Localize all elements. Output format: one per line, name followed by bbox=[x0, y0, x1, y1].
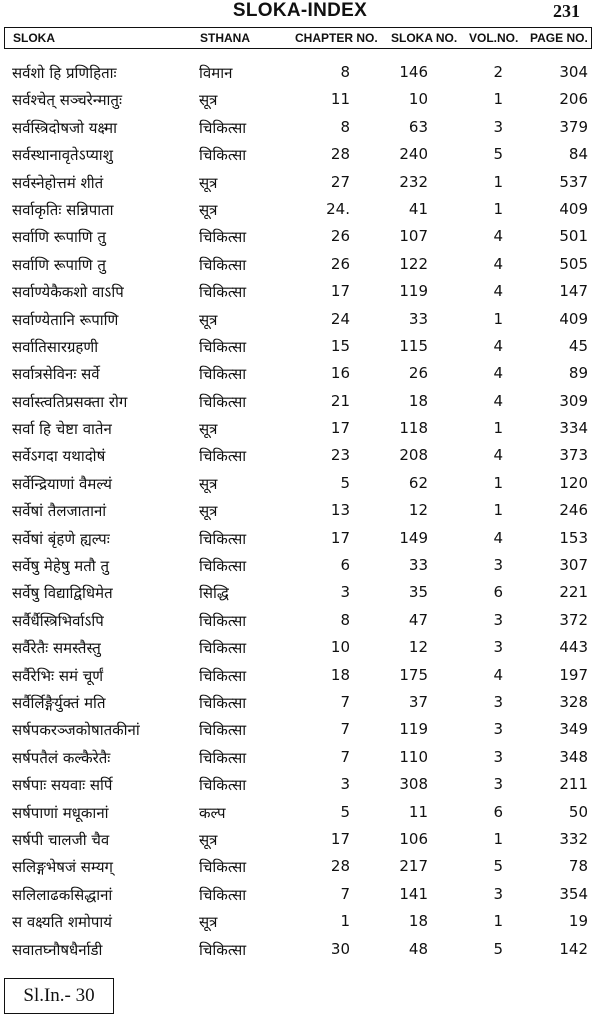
vol-cell: 6 bbox=[493, 583, 503, 602]
page-cell: 348 bbox=[559, 747, 588, 766]
page-cell: 307 bbox=[559, 556, 588, 575]
sloka-no-cell: 107 bbox=[399, 227, 428, 246]
page-cell: 19 bbox=[568, 912, 588, 931]
sthana-cell: चिकित्सा bbox=[199, 639, 247, 658]
sthana-cell: चिकित्सा bbox=[199, 557, 247, 576]
table-row bbox=[0, 115, 600, 142]
sloka-no-cell: 122 bbox=[399, 254, 428, 273]
sthana-cell: चिकित्सा bbox=[199, 748, 247, 767]
sloka-no-cell: 119 bbox=[399, 282, 428, 301]
table-row bbox=[0, 717, 600, 744]
chapter-cell: 3 bbox=[340, 775, 350, 794]
sloka-cell: सर्वेषां बृंहणे ह्यल्पः bbox=[12, 529, 110, 548]
page-cell: 211 bbox=[559, 775, 588, 794]
table-row bbox=[0, 142, 600, 169]
vol-cell: 3 bbox=[493, 556, 503, 575]
sloka-no-cell: 33 bbox=[408, 556, 428, 575]
sloka-cell: सर्वाणि रूपाणि तु bbox=[12, 255, 106, 274]
sloka-no-cell: 63 bbox=[408, 117, 428, 136]
page-cell: 373 bbox=[559, 446, 588, 465]
table-row bbox=[0, 745, 600, 772]
table-row bbox=[0, 498, 600, 525]
vol-cell: 1 bbox=[493, 199, 503, 218]
chapter-cell: 8 bbox=[340, 610, 350, 629]
page-cell: 372 bbox=[559, 610, 588, 629]
page-cell: 147 bbox=[559, 282, 588, 301]
page-cell: 246 bbox=[559, 501, 588, 520]
chapter-cell: 30 bbox=[330, 939, 350, 958]
sloka-cell: सर्वस्नेहोत्तमं शीतं bbox=[12, 173, 104, 192]
table-row bbox=[0, 663, 600, 690]
sloka-no-cell: 175 bbox=[399, 665, 428, 684]
chapter-cell: 3 bbox=[340, 583, 350, 602]
table-row bbox=[0, 690, 600, 717]
chapter-cell: 7 bbox=[340, 747, 350, 766]
chapter-cell: 17 bbox=[330, 829, 350, 848]
vol-cell: 5 bbox=[493, 145, 503, 164]
sthana-cell: चिकित्सा bbox=[199, 693, 247, 712]
sthana-cell: चिकित्सा bbox=[199, 885, 247, 904]
sthana-cell: चिकित्सा bbox=[199, 611, 247, 630]
sloka-cell: सर्षपकरञ्जकोषातकीनां bbox=[12, 721, 140, 740]
page-cell: 78 bbox=[568, 857, 588, 876]
vol-cell: 4 bbox=[493, 665, 503, 684]
table-row bbox=[0, 800, 600, 827]
table-row bbox=[0, 334, 600, 361]
sthana-cell: सूत्र bbox=[199, 474, 218, 493]
page-cell: 379 bbox=[559, 117, 588, 136]
sthana-cell: चिकित्सा bbox=[199, 447, 247, 466]
page-cell: 120 bbox=[559, 473, 588, 492]
table-row bbox=[0, 224, 600, 251]
sloka-no-cell: 26 bbox=[408, 364, 428, 383]
vol-cell: 4 bbox=[493, 446, 503, 465]
footer-label: Sl.In.- 30 bbox=[4, 978, 114, 1014]
index-table bbox=[0, 60, 600, 964]
sloka-cell: सर्वैर्लिङ्गैर्युक्तं मति bbox=[12, 693, 106, 712]
chapter-cell: 16 bbox=[330, 364, 350, 383]
vol-cell: 1 bbox=[493, 501, 503, 520]
sloka-no-cell: 37 bbox=[408, 692, 428, 711]
table-row bbox=[0, 553, 600, 580]
sloka-cell: सर्वाणि रूपाणि तु bbox=[12, 228, 106, 247]
sthana-cell: चिकित्सा bbox=[199, 228, 247, 247]
sloka-cell: सर्वस्त्रिदोषजो यक्ष्मा bbox=[12, 118, 118, 137]
sthana-cell: सूत्र bbox=[199, 420, 218, 439]
vol-cell: 3 bbox=[493, 117, 503, 136]
page-cell: 409 bbox=[559, 309, 588, 328]
page-cell: 206 bbox=[559, 90, 588, 109]
chapter-cell: 13 bbox=[330, 501, 350, 520]
table-row bbox=[0, 471, 600, 498]
chapter-cell: 24. bbox=[326, 199, 350, 218]
sthana-cell: चिकित्सा bbox=[199, 337, 247, 356]
page-title: SLOKA-INDEX bbox=[232, 0, 368, 21]
chapter-cell: 17 bbox=[330, 282, 350, 301]
vol-cell: 3 bbox=[493, 720, 503, 739]
vol-cell: 4 bbox=[493, 391, 503, 410]
page-cell: 332 bbox=[559, 829, 588, 848]
chapter-cell: 10 bbox=[330, 638, 350, 657]
sloka-no-cell: 232 bbox=[399, 172, 428, 191]
chapter-cell: 15 bbox=[330, 336, 350, 355]
table-row bbox=[0, 854, 600, 881]
chapter-cell: 7 bbox=[340, 884, 350, 903]
page-cell: 328 bbox=[559, 692, 588, 711]
sloka-cell: सवातघ्नौषधैर्नाडी bbox=[12, 940, 103, 959]
table-row bbox=[0, 882, 600, 909]
table-row bbox=[0, 252, 600, 279]
page-cell: 349 bbox=[559, 720, 588, 739]
vol-cell: 1 bbox=[493, 829, 503, 848]
vol-cell: 4 bbox=[493, 364, 503, 383]
sthana-cell: सूत्र bbox=[199, 830, 218, 849]
sloka-cell: स वक्ष्यति शमोपायं bbox=[12, 913, 112, 932]
table-row bbox=[0, 443, 600, 470]
vol-cell: 4 bbox=[493, 254, 503, 273]
sthana-cell: सिद्धि bbox=[199, 584, 229, 603]
sloka-cell: सर्वास्त्वतिप्रसक्ता रोग bbox=[12, 392, 128, 411]
sloka-cell: सर्वेऽगदा यथादोषं bbox=[12, 447, 106, 466]
table-row bbox=[0, 416, 600, 443]
table-row bbox=[0, 170, 600, 197]
table-row bbox=[0, 635, 600, 662]
sloka-no-cell: 110 bbox=[399, 747, 428, 766]
sloka-cell: सर्वशो हि प्रणिहिताः bbox=[12, 64, 117, 82]
vol-cell: 1 bbox=[493, 90, 503, 109]
table-row bbox=[0, 279, 600, 306]
table-row bbox=[0, 87, 600, 114]
sthana-cell: सूत्र bbox=[199, 913, 218, 932]
header-sthana: STHANA bbox=[200, 31, 250, 45]
sloka-no-cell: 240 bbox=[399, 145, 428, 164]
table-row bbox=[0, 909, 600, 936]
sthana-cell: सूत्र bbox=[199, 91, 218, 110]
sthana-cell: चिकित्सा bbox=[199, 255, 247, 274]
header-page: PAGE NO. bbox=[530, 31, 588, 45]
chapter-cell: 28 bbox=[330, 857, 350, 876]
sloka-cell: सर्वेन्द्रियाणां वैमल्यं bbox=[12, 474, 112, 493]
chapter-cell: 17 bbox=[330, 528, 350, 547]
table-row bbox=[0, 772, 600, 799]
chapter-cell: 6 bbox=[340, 556, 350, 575]
sloka-no-cell: 146 bbox=[399, 63, 428, 81]
sloka-cell: सर्वाकृतिः सन्निपाता bbox=[12, 200, 114, 219]
page-cell: 409 bbox=[559, 199, 588, 218]
vol-cell: 1 bbox=[493, 419, 503, 438]
chapter-cell: 28 bbox=[330, 145, 350, 164]
chapter-cell: 21 bbox=[330, 391, 350, 410]
header-vol: VOL.NO. bbox=[469, 31, 519, 45]
sthana-cell: चिकित्सा bbox=[199, 365, 247, 384]
sloka-no-cell: 35 bbox=[408, 583, 428, 602]
sthana-cell: सूत्र bbox=[199, 310, 218, 329]
sloka-cell: सर्वाण्येतानि रूपाणि bbox=[12, 310, 119, 329]
sloka-no-cell: 48 bbox=[408, 939, 428, 958]
sloka-no-cell: 208 bbox=[399, 446, 428, 465]
chapter-cell: 7 bbox=[340, 720, 350, 739]
sloka-cell: सर्वैरेतैः समस्तैस्तु bbox=[12, 639, 101, 658]
vol-cell: 4 bbox=[493, 227, 503, 246]
sloka-cell: सलिङ्गभेषजं सम्यग् bbox=[12, 858, 113, 877]
table-row bbox=[0, 389, 600, 416]
sloka-cell: सर्वैर्धैस्त्रिभिर्वाऽपि bbox=[12, 611, 104, 630]
sthana-cell: सूत्र bbox=[199, 173, 218, 192]
sthana-cell: चिकित्सा bbox=[199, 858, 247, 877]
vol-cell: 3 bbox=[493, 610, 503, 629]
sloka-cell: सर्वस्थानावृतेऽप्याशु bbox=[12, 146, 113, 165]
sloka-no-cell: 33 bbox=[408, 309, 428, 328]
sloka-no-cell: 10 bbox=[408, 90, 428, 109]
sthana-cell: चिकित्सा bbox=[199, 529, 247, 548]
chapter-cell: 8 bbox=[340, 117, 350, 136]
sloka-no-cell: 106 bbox=[399, 829, 428, 848]
vol-cell: 2 bbox=[493, 63, 503, 81]
sthana-cell: चिकित्सा bbox=[199, 721, 247, 740]
sloka-cell: सर्वश्चेत् सञ्चरेन्मातुः bbox=[12, 91, 123, 110]
page-cell: 221 bbox=[559, 583, 588, 602]
sloka-cell: सर्वेषु मेहेषु मतौ तु bbox=[12, 557, 110, 576]
table-row bbox=[0, 526, 600, 553]
header-chapter: CHAPTER NO. bbox=[295, 31, 378, 45]
sloka-cell: सर्षपी चालजी चैव bbox=[12, 830, 110, 849]
table-header bbox=[4, 27, 592, 49]
table-row bbox=[0, 60, 600, 87]
vol-cell: 3 bbox=[493, 775, 503, 794]
vol-cell: 3 bbox=[493, 638, 503, 657]
chapter-cell: 27 bbox=[330, 172, 350, 191]
chapter-cell: 26 bbox=[330, 254, 350, 273]
sthana-cell: चिकित्सा bbox=[199, 666, 247, 685]
sthana-cell: सूत्र bbox=[199, 200, 218, 219]
page-cell: 50 bbox=[568, 802, 588, 821]
chapter-cell: 8 bbox=[340, 63, 350, 81]
table-row bbox=[0, 307, 600, 334]
sloka-no-cell: 308 bbox=[399, 775, 428, 794]
sloka-cell: सर्षपतैलं कल्कैरेतैः bbox=[12, 748, 111, 767]
sloka-cell: सर्षपाः सयवाः सर्पि bbox=[12, 776, 113, 795]
sloka-no-cell: 12 bbox=[408, 501, 428, 520]
sloka-cell: सर्वेषां तैलजातानां bbox=[12, 502, 107, 521]
sloka-no-cell: 18 bbox=[408, 912, 428, 931]
page-cell: 197 bbox=[559, 665, 588, 684]
vol-cell: 3 bbox=[493, 692, 503, 711]
page-cell: 304 bbox=[559, 63, 588, 81]
chapter-cell: 1 bbox=[340, 912, 350, 931]
table-row bbox=[0, 937, 600, 964]
sloka-no-cell: 118 bbox=[399, 419, 428, 438]
sloka-cell: सर्वातिसारग्रहणी bbox=[12, 337, 99, 356]
sloka-cell: सर्वैरेभिः समं चूर्णं bbox=[12, 666, 104, 685]
sthana-cell: चिकित्सा bbox=[199, 118, 247, 137]
sloka-no-cell: 11 bbox=[408, 802, 428, 821]
sloka-no-cell: 47 bbox=[408, 610, 428, 629]
table-row bbox=[0, 608, 600, 635]
page-cell: 501 bbox=[559, 227, 588, 246]
page-cell: 89 bbox=[568, 364, 588, 383]
chapter-cell: 17 bbox=[330, 419, 350, 438]
table-row bbox=[0, 580, 600, 607]
chapter-cell: 26 bbox=[330, 227, 350, 246]
sloka-cell: सलिलाढकसिद्धानां bbox=[12, 885, 113, 904]
chapter-cell: 7 bbox=[340, 692, 350, 711]
vol-cell: 4 bbox=[493, 528, 503, 547]
sthana-cell: चिकित्सा bbox=[199, 776, 247, 795]
sthana-cell: चिकित्सा bbox=[199, 940, 247, 959]
vol-cell: 4 bbox=[493, 282, 503, 301]
table-row bbox=[0, 361, 600, 388]
chapter-cell: 18 bbox=[330, 665, 350, 684]
sloka-no-cell: 41 bbox=[408, 199, 428, 218]
vol-cell: 5 bbox=[493, 857, 503, 876]
sloka-cell: सर्वाण्येकैकशो वाऽपि bbox=[12, 283, 124, 302]
page-number: 231 bbox=[553, 1, 580, 21]
page-cell: 142 bbox=[559, 939, 588, 958]
page-cell: 334 bbox=[559, 419, 588, 438]
vol-cell: 3 bbox=[493, 884, 503, 903]
page-cell: 537 bbox=[559, 172, 588, 191]
chapter-cell: 23 bbox=[330, 446, 350, 465]
chapter-cell: 24 bbox=[330, 309, 350, 328]
vol-cell: 1 bbox=[493, 309, 503, 328]
sloka-no-cell: 115 bbox=[399, 336, 428, 355]
vol-cell: 6 bbox=[493, 802, 503, 821]
chapter-cell: 5 bbox=[340, 802, 350, 821]
sloka-no-cell: 149 bbox=[399, 528, 428, 547]
sloka-cell: सर्वा हि चेष्टा वातेन bbox=[12, 420, 112, 439]
vol-cell: 3 bbox=[493, 747, 503, 766]
chapter-cell: 5 bbox=[340, 473, 350, 492]
sloka-no-cell: 18 bbox=[408, 391, 428, 410]
page-cell: 45 bbox=[568, 336, 588, 355]
page-cell: 505 bbox=[559, 254, 588, 273]
sthana-cell: चिकित्सा bbox=[199, 283, 247, 302]
sloka-cell: सर्षपाणां मधूकानां bbox=[12, 803, 109, 822]
vol-cell: 5 bbox=[493, 939, 503, 958]
page-cell: 84 bbox=[568, 145, 588, 164]
sthana-cell: कल्प bbox=[199, 803, 226, 822]
sloka-no-cell: 62 bbox=[408, 473, 428, 492]
sthana-cell: चिकित्सा bbox=[199, 392, 247, 411]
vol-cell: 1 bbox=[493, 172, 503, 191]
sthana-cell: चिकित्सा bbox=[199, 146, 247, 165]
page-cell: 309 bbox=[559, 391, 588, 410]
sloka-cell: सर्वात्रसेविनः सर्वे bbox=[12, 365, 100, 384]
header-sloka-no: SLOKA NO. bbox=[391, 31, 458, 45]
sthana-cell: सूत्र bbox=[199, 502, 218, 521]
vol-cell: 1 bbox=[493, 473, 503, 492]
sloka-no-cell: 12 bbox=[408, 638, 428, 657]
sloka-no-cell: 217 bbox=[399, 857, 428, 876]
header-sloka: SLOKA bbox=[13, 31, 55, 45]
page-cell: 354 bbox=[559, 884, 588, 903]
sloka-no-cell: 119 bbox=[399, 720, 428, 739]
table-row bbox=[0, 827, 600, 854]
sloka-no-cell: 141 bbox=[399, 884, 428, 903]
sloka-cell: सर्वेषु विद्याद्विधिमेत bbox=[12, 584, 113, 603]
page-cell: 443 bbox=[559, 638, 588, 657]
vol-cell: 4 bbox=[493, 336, 503, 355]
chapter-cell: 11 bbox=[330, 90, 350, 109]
sthana-cell: विमान bbox=[199, 64, 233, 82]
table-row bbox=[0, 197, 600, 224]
page-cell: 153 bbox=[559, 528, 588, 547]
vol-cell: 1 bbox=[493, 912, 503, 931]
